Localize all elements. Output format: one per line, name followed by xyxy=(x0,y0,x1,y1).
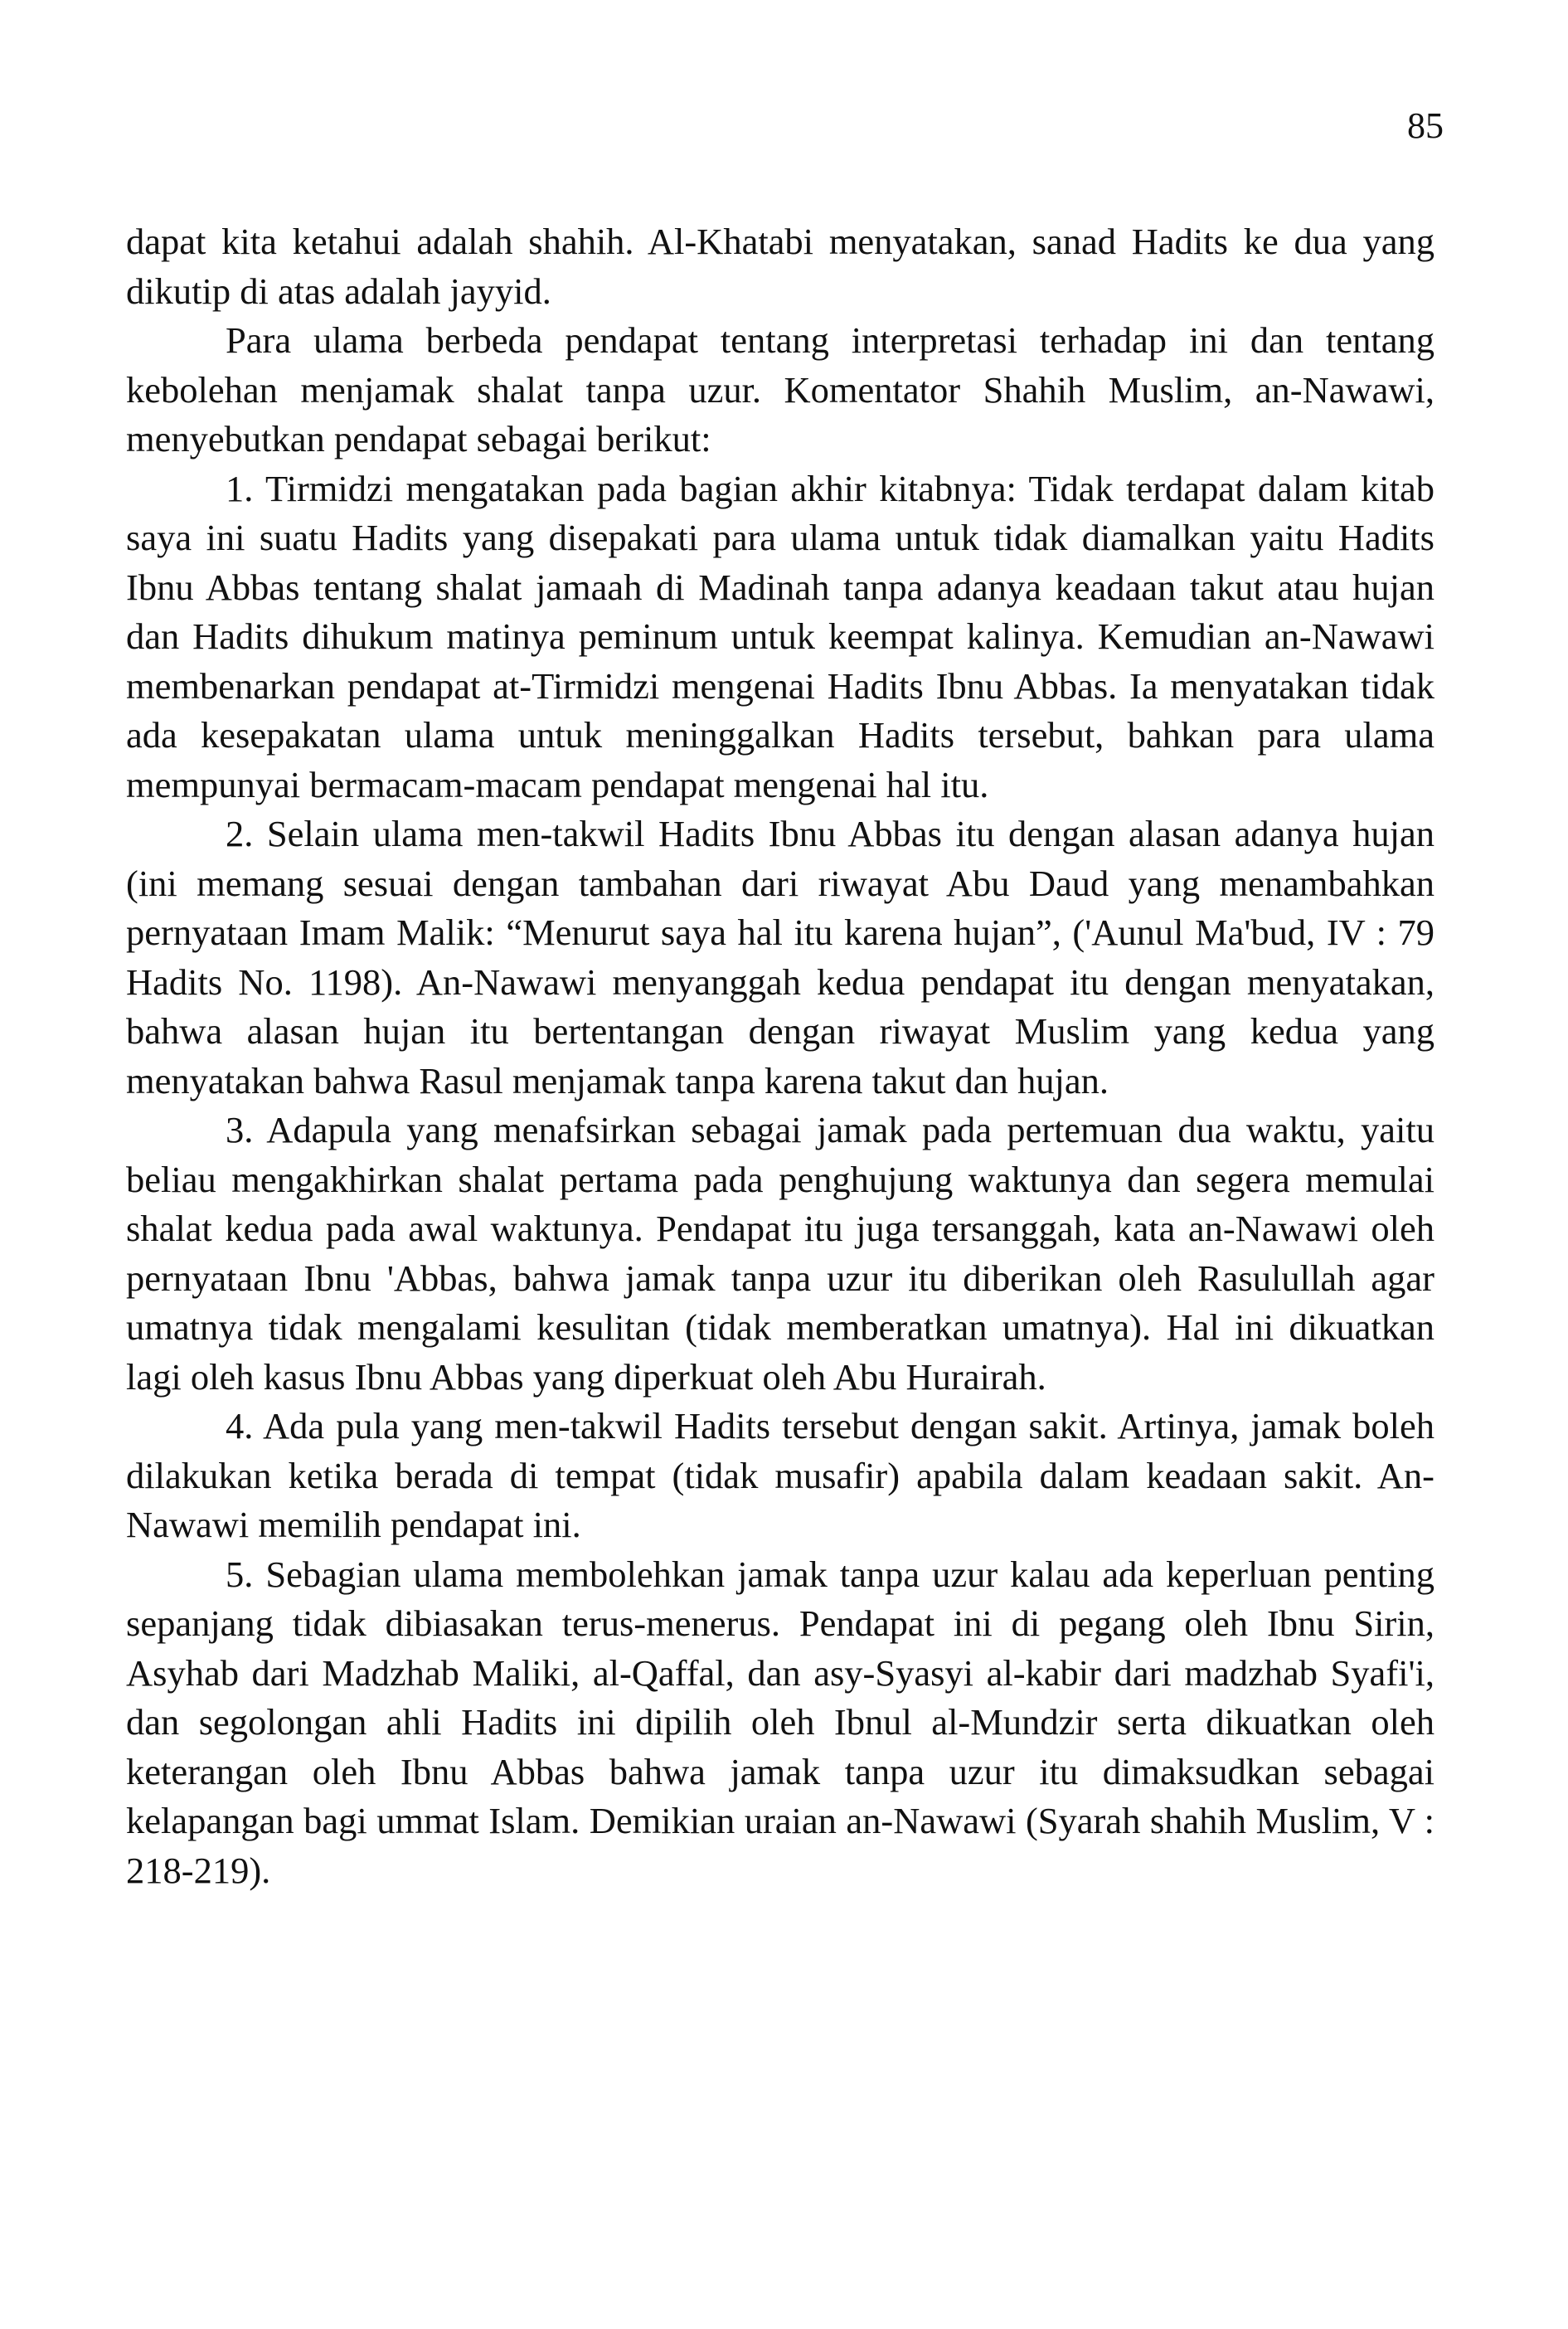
paragraph-intro: Para ulama berbeda pendapat tentang interpretasi terhadap ini dan tentang kebolehan menjamak shalat tanpa uzur. Komentator Shahih Muslim, an-Nawawi, menyebutkan pendapat sebagai berikut: xyxy=(126,319,1435,459)
list-item-3: 3. Adapula yang menafsirkan sebagai jamak pada pertemuan dua waktu, yaitu beliau mengakhirkan shalat pertama pada penghujung waktunya dan segera memulai shalat kedua pada awal waktunya. Pendapat itu juga tersanggah, kata an-Nawawi oleh pernyataan Ibnu 'Abbas, bahwa jamak tanpa uzur itu diberikan oleh Rasulullah agar umatnya tidak mengalami kesulitan (tidak memberatkan umatnya). Hal ini dikuatkan lagi oleh kasus Ibnu Abbas yang diperkuat oleh Abu Hurairah. xyxy=(126,1109,1435,1398)
body-text xyxy=(126,217,1435,1895)
list-item-4: 4. Ada pula yang men-takwil Hadits tersebut dengan sakit. Artinya, jamak boleh dilakukan ketika berada di tempat (tidak musafir) apabila dalam keadaan sakit. An-Nawawi memilih pendapat ini. xyxy=(126,1405,1435,1545)
list-item-2: 2. Selain ulama men-takwil Hadits Ibnu Abbas itu dengan alasan adanya hujan (ini memang sesuai dengan tambahan dari riwayat Abu Daud yang menambahkan pernyataan Imam Malik: “Menurut saya hal itu karena hujan”, ('Aunul Ma'bud, IV : 79 Hadits No. 1198). An-Nawawi menyanggah kedua pendapat itu dengan menyatakan, bahwa alasan hujan itu bertentangan dengan riwayat Muslim yang kedua yang menyatakan bahwa Rasul menjamak tanpa karena takut dan hujan. xyxy=(126,813,1435,1101)
list-item-1: 1. Tirmidzi mengatakan pada bagian akhir kitabnya: Tidak terdapat dalam kitab saya ini suatu Hadits yang disepakati para ulama untuk tidak diamalkan yaitu Hadits Ibnu Abbas tentang shalat jamaah di Madinah tanpa adanya keadaan takut atau hujan dan Hadits dihukum matinya peminum untuk keempat kalinya. Kemudian an-Nawawi membenarkan pendapat at-Tirmidzi mengenai Hadits Ibnu Abbas. Ia menyatakan tidak ada kesepakatan ulama untuk meninggalkan Hadits tersebut, bahkan para ulama mempunyai bermacam-macam pendapat mengenai hal itu. xyxy=(126,467,1435,805)
page-number: 85 xyxy=(1407,105,1444,146)
paragraph-continuation: dapat kita ketahui adalah shahih. Al-Khatabi menyatakan, sanad Hadits ke dua yang dikutip di atas adalah jayyid. xyxy=(126,221,1435,312)
list-item-5: 5. Sebagian ulama membolehkan jamak tanpa uzur kalau ada keperluan penting sepanjang tidak dibiasakan terus-menerus. Pendapat ini di pegang oleh Ibnu Sirin, Asyhab dari Madzhab Maliki, al-Qaffal, dan asy-Syasyi al-kabir dari madzhab Syafi'i, dan segolongan ahli Hadits ini dipilih oleh Ibnul al-Mundzir serta dikuatkan oleh keterangan oleh Ibnu Abbas bahwa jamak tanpa uzur itu dimaksudkan sebagai kelapangan bagi ummat Islam. Demikian uraian an-Nawawi (Syarah shahih Muslim, V : 218-219). xyxy=(126,1553,1435,1891)
